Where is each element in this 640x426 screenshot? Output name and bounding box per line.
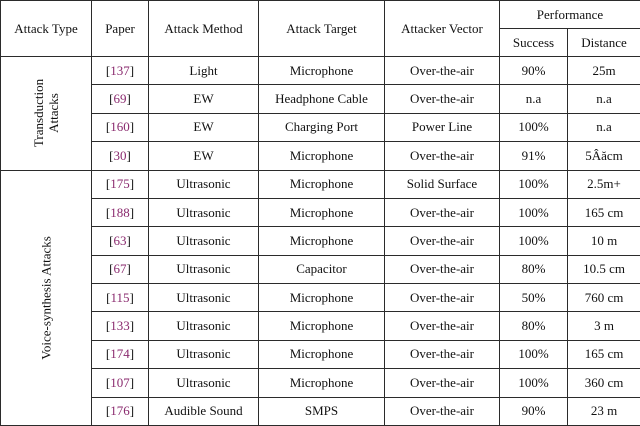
success-cell: 100% [500,113,568,141]
paper-cell: [63] [92,227,149,255]
header-attacker-vector: Attacker Vector [385,1,500,57]
attacker-vector-cell: Over-the-air [385,369,500,397]
attack-target-cell: Microphone [259,369,385,397]
distance-cell: 10.5 cm [568,255,640,283]
paper-reference-link[interactable]: 188 [110,204,130,220]
table-row [1,312,640,340]
table-row [1,142,640,170]
paper-reference-link[interactable]: 67 [113,261,127,277]
table-row [1,113,640,141]
paper-cell: [69] [92,85,149,113]
attacker-vector-cell: Over-the-air [385,284,500,312]
attack-type-label-line1: Transduction [31,79,46,148]
attacker-vector-cell: Over-the-air [385,255,500,283]
paper-cell: [133] [92,312,149,340]
distance-cell: 5Âăcm [568,142,640,170]
paper-reference-link[interactable]: 133 [110,318,130,334]
paper-reference-link[interactable]: 115 [110,289,130,305]
paper-cell: [175] [92,170,149,198]
success-cell: 100% [500,198,568,226]
distance-cell: n.a [568,85,640,113]
header-performance: Performance [500,1,640,29]
table-row [1,369,640,397]
distance-cell: 23 m [568,397,640,426]
table-body [1,57,640,426]
distance-cell: 2.5m+ [568,170,640,198]
distance-cell: 165 cm [568,340,640,368]
paper-cell: [67] [92,255,149,283]
paper-cell: [115] [92,284,149,312]
success-cell: 90% [500,57,568,85]
attack-target-cell: Microphone [259,340,385,368]
header-paper: Paper [92,1,149,57]
attack-type-group-label [1,57,92,171]
attacker-vector-cell: Over-the-air [385,198,500,226]
attacker-vector-cell: Over-the-air [385,227,500,255]
attacker-vector-cell: Over-the-air [385,57,500,85]
attack-target-cell: SMPS [259,397,385,426]
table-row [1,198,640,226]
attack-method-cell: Ultrasonic [149,255,259,283]
paper-reference-link[interactable]: 160 [110,119,130,135]
attacker-vector-cell: Over-the-air [385,142,500,170]
header-row-top [1,1,640,29]
attack-type-label-rotated [39,236,54,360]
distance-cell: 10 m [568,227,640,255]
attacker-vector-cell: Over-the-air [385,312,500,340]
attack-method-cell: Ultrasonic [149,227,259,255]
distance-cell: 25m [568,57,640,85]
paper-cell: [188] [92,198,149,226]
attacker-vector-cell: Over-the-air [385,85,500,113]
distance-cell: n.a [568,113,640,141]
table-row [1,340,640,368]
attack-method-cell: Audible Sound [149,397,259,426]
attack-method-cell: Ultrasonic [149,340,259,368]
distance-cell: 3 m [568,312,640,340]
table-row [1,170,640,198]
attack-target-cell: Microphone [259,57,385,85]
attack-method-cell: Light [149,57,259,85]
attack-target-cell: Charging Port [259,113,385,141]
distance-cell: 360 cm [568,369,640,397]
table-row [1,284,640,312]
attack-type-label-rotated [31,79,61,147]
paper-reference-link[interactable]: 63 [113,232,127,248]
paper-cell: [174] [92,340,149,368]
paper-cell: [30] [92,142,149,170]
success-cell: 80% [500,312,568,340]
success-cell: 100% [500,170,568,198]
success-cell: n.a [500,85,568,113]
distance-cell: 165 cm [568,198,640,226]
header-attack-type: Attack Type [1,1,92,57]
paper-reference-link[interactable]: 174 [110,346,130,362]
table-row [1,57,640,85]
attacker-vector-cell: Solid Surface [385,170,500,198]
table-row [1,255,640,283]
attack-method-cell: Ultrasonic [149,170,259,198]
attacker-vector-cell: Over-the-air [385,397,500,426]
header-distance: Distance [568,29,640,57]
paper-reference-link[interactable]: 176 [110,403,130,419]
attack-method-cell: Ultrasonic [149,369,259,397]
attack-target-cell: Microphone [259,227,385,255]
header-attack-method: Attack Method [149,1,259,57]
attack-method-cell: Ultrasonic [149,198,259,226]
success-cell: 91% [500,142,568,170]
attack-type-label-line1: Voice-synthesis Attacks [38,235,54,360]
success-cell: 50% [500,284,568,312]
header-success: Success [500,29,568,57]
attack-target-cell: Headphone Cable [259,85,385,113]
attack-target-cell: Microphone [259,170,385,198]
paper-cell: [176] [92,397,149,426]
attack-method-cell: EW [149,113,259,141]
attack-method-cell: Ultrasonic [149,312,259,340]
success-cell: 90% [500,397,568,426]
paper-reference-link[interactable]: 107 [110,374,130,390]
paper-cell: [107] [92,369,149,397]
table-row [1,227,640,255]
attack-method-cell: Ultrasonic [149,284,259,312]
attack-type-group-label [1,170,92,426]
paper-cell: [160] [92,113,149,141]
attack-target-cell: Microphone [259,142,385,170]
attacker-vector-cell: Over-the-air [385,340,500,368]
table-row [1,397,640,426]
attack-method-cell: EW [149,142,259,170]
attack-target-cell: Microphone [259,312,385,340]
paper-reference-link[interactable]: 69 [113,91,127,107]
table-row [1,85,640,113]
paper-reference-link[interactable]: 175 [110,176,130,192]
attacker-vector-cell: Power Line [385,113,500,141]
header-attack-target: Attack Target [259,1,385,57]
paper-reference-link[interactable]: 30 [113,147,127,163]
paper-reference-link[interactable]: 137 [110,62,130,78]
success-cell: 100% [500,340,568,368]
attack-type-label-line2: Attacks [46,93,61,134]
success-cell: 100% [500,227,568,255]
attack-target-cell: Microphone [259,284,385,312]
success-cell: 100% [500,369,568,397]
distance-cell: 760 cm [568,284,640,312]
attack-method-cell: EW [149,85,259,113]
paper-cell: [137] [92,57,149,85]
success-cell: 80% [500,255,568,283]
attack-target-cell: Capacitor [259,255,385,283]
attack-target-cell: Microphone [259,198,385,226]
